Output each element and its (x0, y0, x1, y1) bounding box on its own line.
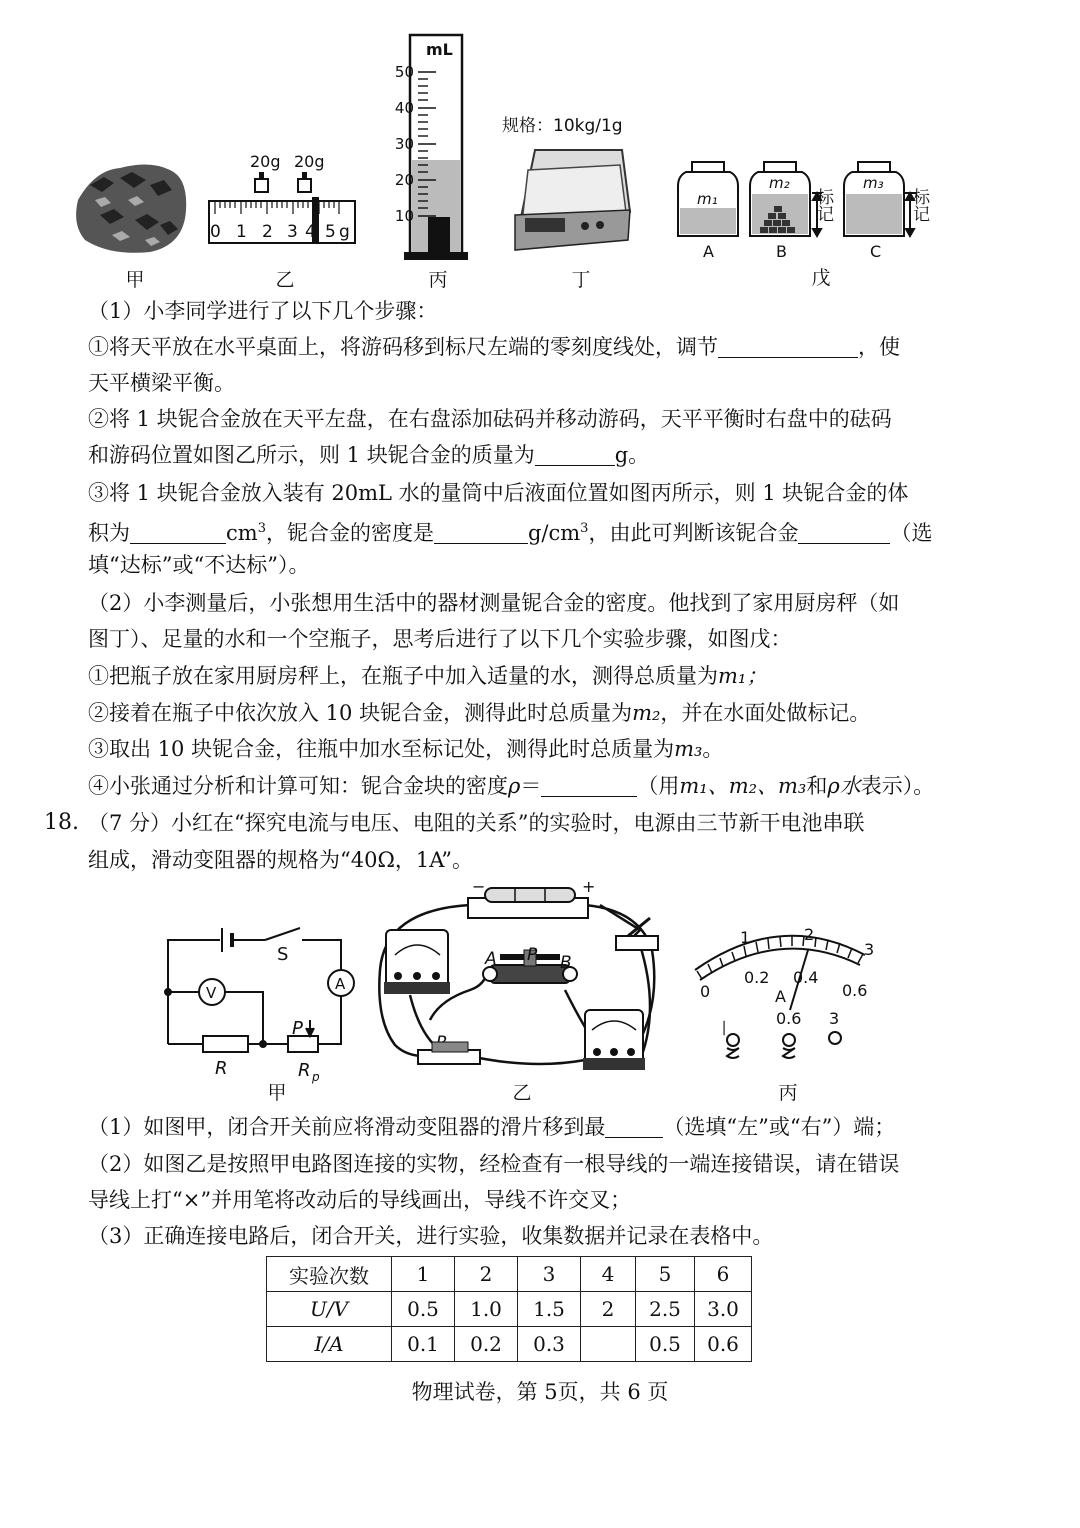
cylinder-tick-30: 30 (394, 135, 414, 153)
top-figures (0, 0, 1080, 300)
bottle-mass-label-b: m₂ (769, 174, 790, 192)
q17-step1-text-end: ，使 (858, 335, 900, 359)
weight-icon (255, 172, 311, 192)
answer-blank-rho[interactable] (541, 774, 637, 797)
answer-blank-volume[interactable] (130, 521, 226, 544)
table-header-cell: 1 (392, 1257, 455, 1292)
q17-part2-step2-var: m₂ (632, 701, 661, 725)
ruler-tick-0: 0 (210, 222, 221, 242)
dial-inner-0.2: 0.2 (744, 968, 770, 987)
answer-blank-slider-end[interactable] (605, 1115, 663, 1138)
mark-label-c: 标记 (909, 188, 929, 222)
table-cell: 0.1 (392, 1327, 455, 1362)
table-cell: 0.3 (518, 1327, 581, 1362)
cylinder-tick-40: 40 (394, 99, 414, 117)
bottle-mass-label-a: m₁ (697, 190, 718, 208)
q17-part2-step4-e: 表示）。 (860, 774, 935, 798)
table-header-cell: 2 (455, 1257, 518, 1292)
rho-water-symbol: ρ水 (827, 774, 861, 798)
figure-label-wu: 戊 (811, 267, 831, 289)
mark-label-b: 标记 (813, 188, 833, 222)
resistor-icon (418, 1042, 480, 1064)
battery-minus: − (472, 877, 486, 896)
data-table (266, 1256, 752, 1362)
ammeter-icon (583, 1010, 645, 1070)
table-header-cell: 5 (636, 1257, 695, 1292)
table-cell: 1.5 (518, 1292, 581, 1327)
ruler-tick-5: 5 (325, 222, 336, 242)
ruler-tick-g: g (339, 222, 350, 242)
q17-step1-text: ①将天平放在水平桌面上，将游码移到标尺左端的零刻度线处，调节 (88, 335, 718, 359)
q18-heading-line2: 组成，滑动变阻器的规格为“40Ω，1A”。 (88, 848, 474, 872)
q17-step2-line2 (88, 440, 970, 470)
q17-part2-step2 (88, 698, 970, 728)
q18-part1-end: （选填“左”或“右”）端； (663, 1115, 896, 1139)
ruler-tick-1: 1 (236, 222, 247, 242)
physical-circuit (379, 877, 658, 1070)
q17-part2-step3 (88, 734, 970, 764)
dial-outer-1: 1 (740, 928, 751, 947)
circuit-label-jia: 甲 (267, 1082, 287, 1104)
equals-sign: ＝ (520, 774, 542, 798)
circuit-label-bing: 丙 (778, 1082, 798, 1104)
terminal-label-3: 3 (829, 1009, 840, 1028)
dial-inner-0.4: 0.4 (793, 968, 819, 987)
weight-label-1: 20g (250, 152, 281, 171)
bottle-letter-b: B (776, 242, 787, 261)
answer-blank-mass[interactable] (535, 443, 615, 466)
q17-part2-step1-var: m₁； (718, 664, 768, 688)
balance-scale-ruler (209, 152, 355, 243)
q18-part1 (88, 1112, 970, 1142)
q17-part1-intro: （1）小李同学进行了以下几个步骤： (88, 299, 438, 323)
figure-label-jia: 甲 (125, 269, 145, 291)
rheostat-label-sub: p (312, 1070, 320, 1084)
table-cell: 0.2 (455, 1327, 518, 1362)
voltmeter-label: V (206, 984, 217, 1002)
battery-plus: + (582, 877, 596, 896)
q18-part3: （3）正确连接电路后，闭合开关，进行实验，收集数据并记录在表格中。 (88, 1224, 774, 1248)
q17-step3-text-d: （选 (890, 521, 933, 545)
figure-label-ding: 丁 (571, 269, 591, 291)
cylinder-tick-20: 20 (394, 171, 414, 189)
cylinder-tick-10: 10 (394, 207, 414, 225)
answer-blank-adjust[interactable] (718, 335, 858, 358)
q17-step2-text: 和游码位置如图乙所示，则 1 块铌合金的质量为 (88, 443, 535, 467)
rheostat-terminal-b: B (560, 953, 572, 973)
answer-blank-standard[interactable] (798, 521, 890, 544)
table-cell-blank[interactable] (581, 1327, 636, 1362)
page-footer: 物理试卷，第 5页，共 6 页 (411, 1380, 669, 1404)
table-cell: 1.0 (455, 1292, 518, 1327)
q18-part2-line1: （2）如图乙是按照甲电路图连接的实物，经检查有一根导线的一端连接错误，请在错误 (88, 1152, 900, 1176)
dial-inner-0.6: 0.6 (842, 981, 868, 1000)
cylinder-unit: mL (426, 40, 453, 59)
switch-label: S (277, 944, 289, 965)
q17-part2-step4 (88, 771, 970, 801)
table-header-cell: 实验次数 (267, 1257, 392, 1292)
q17-part2-line2: 图丁）、足量的水和一个空瓶子，思考后进行了以下几个实验步骤，如图戊： (88, 627, 792, 651)
q17-step2-unit: g。 (614, 443, 650, 467)
terminal-label-0.6: 0.6 (776, 1009, 802, 1028)
table-cell: 0.5 (636, 1327, 695, 1362)
table-header-cell: 4 (581, 1257, 636, 1292)
ruler-tick-3: 3 (287, 222, 298, 242)
dial-outer-2: 2 (804, 925, 815, 944)
q17-part2-step3-end: 。 (702, 737, 724, 761)
table-header-cell: 6 (695, 1257, 752, 1292)
figure-label-bing: 丙 (428, 269, 448, 291)
q17-step3-line2: 积为 $cm^3$，铌合金的密度是 $g/cm^3$，由此可判断该铌合金 （选 (88, 521, 933, 545)
table-row (267, 1292, 752, 1327)
bottle-letter-c: C (870, 242, 882, 261)
voltmeter-icon (384, 930, 450, 994)
table-row-label-i: I/A (267, 1327, 392, 1362)
ruler-tick-4: 4 (305, 222, 316, 242)
scale-spec: 规格：10kg/1g (502, 116, 623, 136)
q17-part2-step2-end: ，并在水面处做标记。 (660, 701, 871, 725)
dial-outer-0: 0 (700, 982, 711, 1001)
q17-step2-line: ②将 1 块铌合金放在天平左盘，在右盘添加砝码并移动游码，天平平衡时右盘中的砝码 (88, 407, 892, 431)
rho-symbol: ρ (508, 774, 521, 798)
q17-part2-step1-text: ①把瓶子放在家用厨房秤上，在瓶子中加入适量的水，测得总质量为 (88, 664, 718, 688)
q17-step3-text-a: 积为 (88, 521, 130, 545)
q17-step3-line3: 填“达标”或“不达标”）。 (88, 553, 310, 577)
q17-part2-step4-b: （用 (637, 774, 680, 798)
bottles-illustration (678, 162, 930, 261)
ruler-tick-2: 2 (262, 222, 273, 242)
q17-part2-step4-vars: m₁、m₂、m₃ (679, 774, 807, 798)
table-row (267, 1327, 752, 1362)
q17-step1-line (88, 332, 970, 362)
table-cell: 2.5 (636, 1292, 695, 1327)
q17-part2-step4-text: ④小张通过分析和计算可知：铌合金块的密度 (88, 774, 508, 798)
terminal-label-minus: — (715, 1020, 735, 1036)
circuit-label-yi: 乙 (512, 1082, 532, 1104)
table-row (267, 1257, 752, 1292)
q17-step3-text-b: ，铌合金的密度是 (265, 521, 434, 545)
kitchen-scale-illustration (502, 116, 630, 250)
q17-part2-step3-text: ③取出 10 块铌合金，往瓶中加水至标记处，测得此时总质量为 (88, 737, 675, 761)
ammeter-label: A (335, 975, 346, 993)
table-cell: 0.5 (392, 1292, 455, 1327)
terminal-icon (727, 1032, 841, 1058)
q18-number: 18. (44, 810, 79, 835)
slider-label: P (292, 1018, 303, 1039)
graduated-cylinder (395, 35, 468, 260)
q17-part2-step3-var: m₃ (674, 737, 703, 761)
q17-part2-line1: （2）小李测量后，小张想用生活中的器材测量铌合金的密度。他找到了家用厨房秤（如 (88, 591, 900, 615)
rheostat-slider-p: P (527, 945, 538, 965)
circuit-figures (0, 870, 1080, 1110)
cylinder-tick-50: 50 (394, 63, 414, 81)
rheostat-label: R (298, 1060, 311, 1081)
ammeter-dial (695, 925, 874, 1058)
q17-part2-step1 (88, 661, 970, 691)
alloy-blocks-illustration (76, 164, 186, 252)
dial-unit: A (775, 987, 786, 1006)
q18-part1-text: （1）如图甲，闭合开关前应将滑动变阻器的滑片移到最 (88, 1115, 606, 1139)
rheostat-terminal-a: A (485, 949, 497, 969)
q17-part2-step2-text: ②接着在瓶子中依次放入 10 块铌合金，测得此时总质量为 (88, 701, 633, 725)
answer-blank-density[interactable] (434, 521, 528, 544)
resistor-label: R (215, 1058, 228, 1079)
circuit-diagram (165, 928, 354, 1052)
q18-heading-line1: （7 分）小红在“探究电流与电压、电阻的关系”的实验时，电源由三节新干电池串联 (88, 811, 865, 835)
q17-step3-unit-density: g/cm (527, 521, 581, 545)
q17-step1-cont: 天平横梁平衡。 (88, 371, 235, 395)
q17-part2-step4-c: 和 (806, 774, 828, 798)
dial-outer-3: 3 (864, 940, 875, 959)
figure-label-yi: 乙 (275, 269, 295, 291)
q18-part2-line2: 导线上打“×”并用笔将改动后的导线画出，导线不许交叉； (88, 1188, 632, 1212)
table-cell: 0.6 (695, 1327, 752, 1362)
table-cell: 2 (581, 1292, 636, 1327)
table-row-label-u: U/V (267, 1292, 392, 1327)
q17-step3-text-c: ，由此可判断该铌合金 (588, 521, 799, 545)
q17-step3-unit-cm: cm (226, 521, 258, 545)
q17-step3-line: ③将 1 块铌合金放入装有 20mL 水的量筒中后液面位置如图丙所示，则 1 块铌合金的体 (88, 481, 909, 505)
table-cell: 3.0 (695, 1292, 752, 1327)
weight-label-2: 20g (294, 152, 325, 171)
bottle-mass-label-c: m₃ (863, 174, 884, 192)
bottle-letter-a: A (703, 242, 714, 261)
table-header-cell: 3 (518, 1257, 581, 1292)
